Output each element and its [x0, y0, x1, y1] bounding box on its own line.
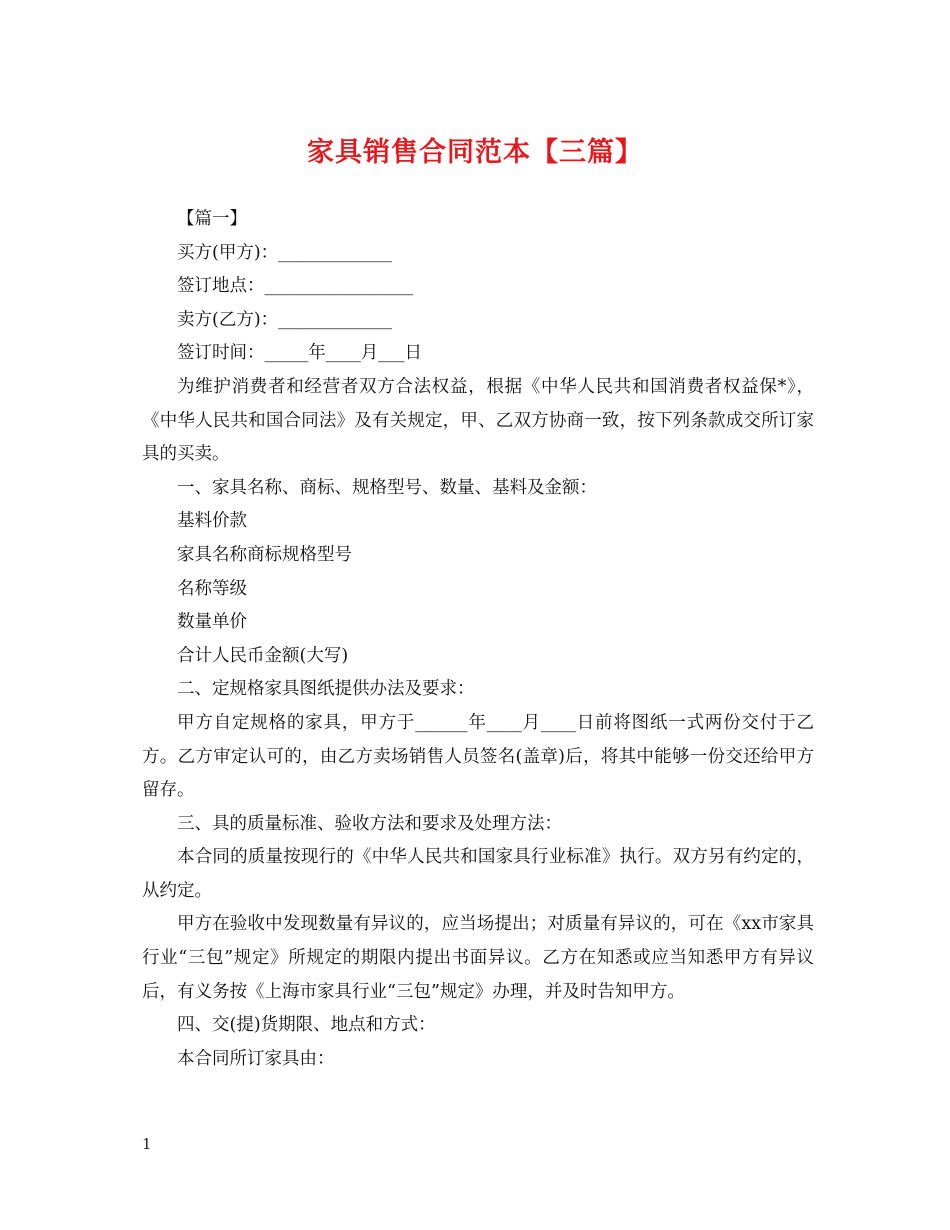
- clause-heading: 一、家具名称、商标、规格型号、数量、基料及金额：: [177, 477, 597, 498]
- section-heading: 【篇一】: [177, 209, 247, 229]
- intro-paragraph: 为维护消费者和经营者双方合法权益，根据《中华人民共和国消费者权益保*》，《中华人民共和国合同法》及有关规定，甲、乙双方协商一致，按下列条款成交所订家具的买卖。: [142, 376, 814, 465]
- paragraph: 甲方在验收中发现数量有异议的，应当场提出；对质量有异议的，可在《xx市家具行业“三包”规定》所规定的期限内提出书面异议。乙方在知悉或应当知悉甲方有异议后，有义务按《上海市家具行业“三包”规定》办理，并及时告知甲方。: [142, 914, 814, 1002]
- buyer-field: 买方(甲方)：_____________: [177, 242, 392, 263]
- signing-date-field: 签订时间：_____年____月___日: [177, 343, 422, 364]
- seller-field: 卖方(乙方)：_____________: [177, 309, 392, 330]
- paragraph: 甲方自定规格的家具，甲方于______年____月____日前将图纸一式两份交付于乙方。乙方审定认可的，由乙方卖场销售人员签名(盖章)后，将其中能够一份交还给甲方留存。: [142, 712, 814, 801]
- clause-heading: 二、定规格家具图纸提供办法及要求：: [177, 679, 475, 700]
- paragraph: 名称等级: [177, 578, 247, 599]
- signing-place-field: 签订地点：_________________: [177, 276, 414, 297]
- paragraph: 基料价款: [177, 511, 247, 532]
- page-number: 1: [142, 1135, 152, 1153]
- paragraph: 本合同所订家具由：: [177, 1048, 335, 1069]
- document-body: [142, 203, 814, 1076]
- paragraph: 家具名称商标规格型号: [177, 544, 352, 565]
- clause-heading: 三、具的质量标准、验收方法和要求及处理方法：: [177, 813, 562, 834]
- document-title: 家具销售合同范本【三篇】: [307, 137, 643, 168]
- paragraph: 合计人民币金额(大写): [177, 645, 349, 666]
- clause-heading: 四、交(提)货期限、地点和方式：: [177, 1015, 436, 1036]
- paragraph: 数量单价: [177, 612, 247, 633]
- paragraph: 本合同的质量按现行的《中华人民共和国家具行业标准》执行。双方另有约定的，从约定。: [142, 847, 814, 901]
